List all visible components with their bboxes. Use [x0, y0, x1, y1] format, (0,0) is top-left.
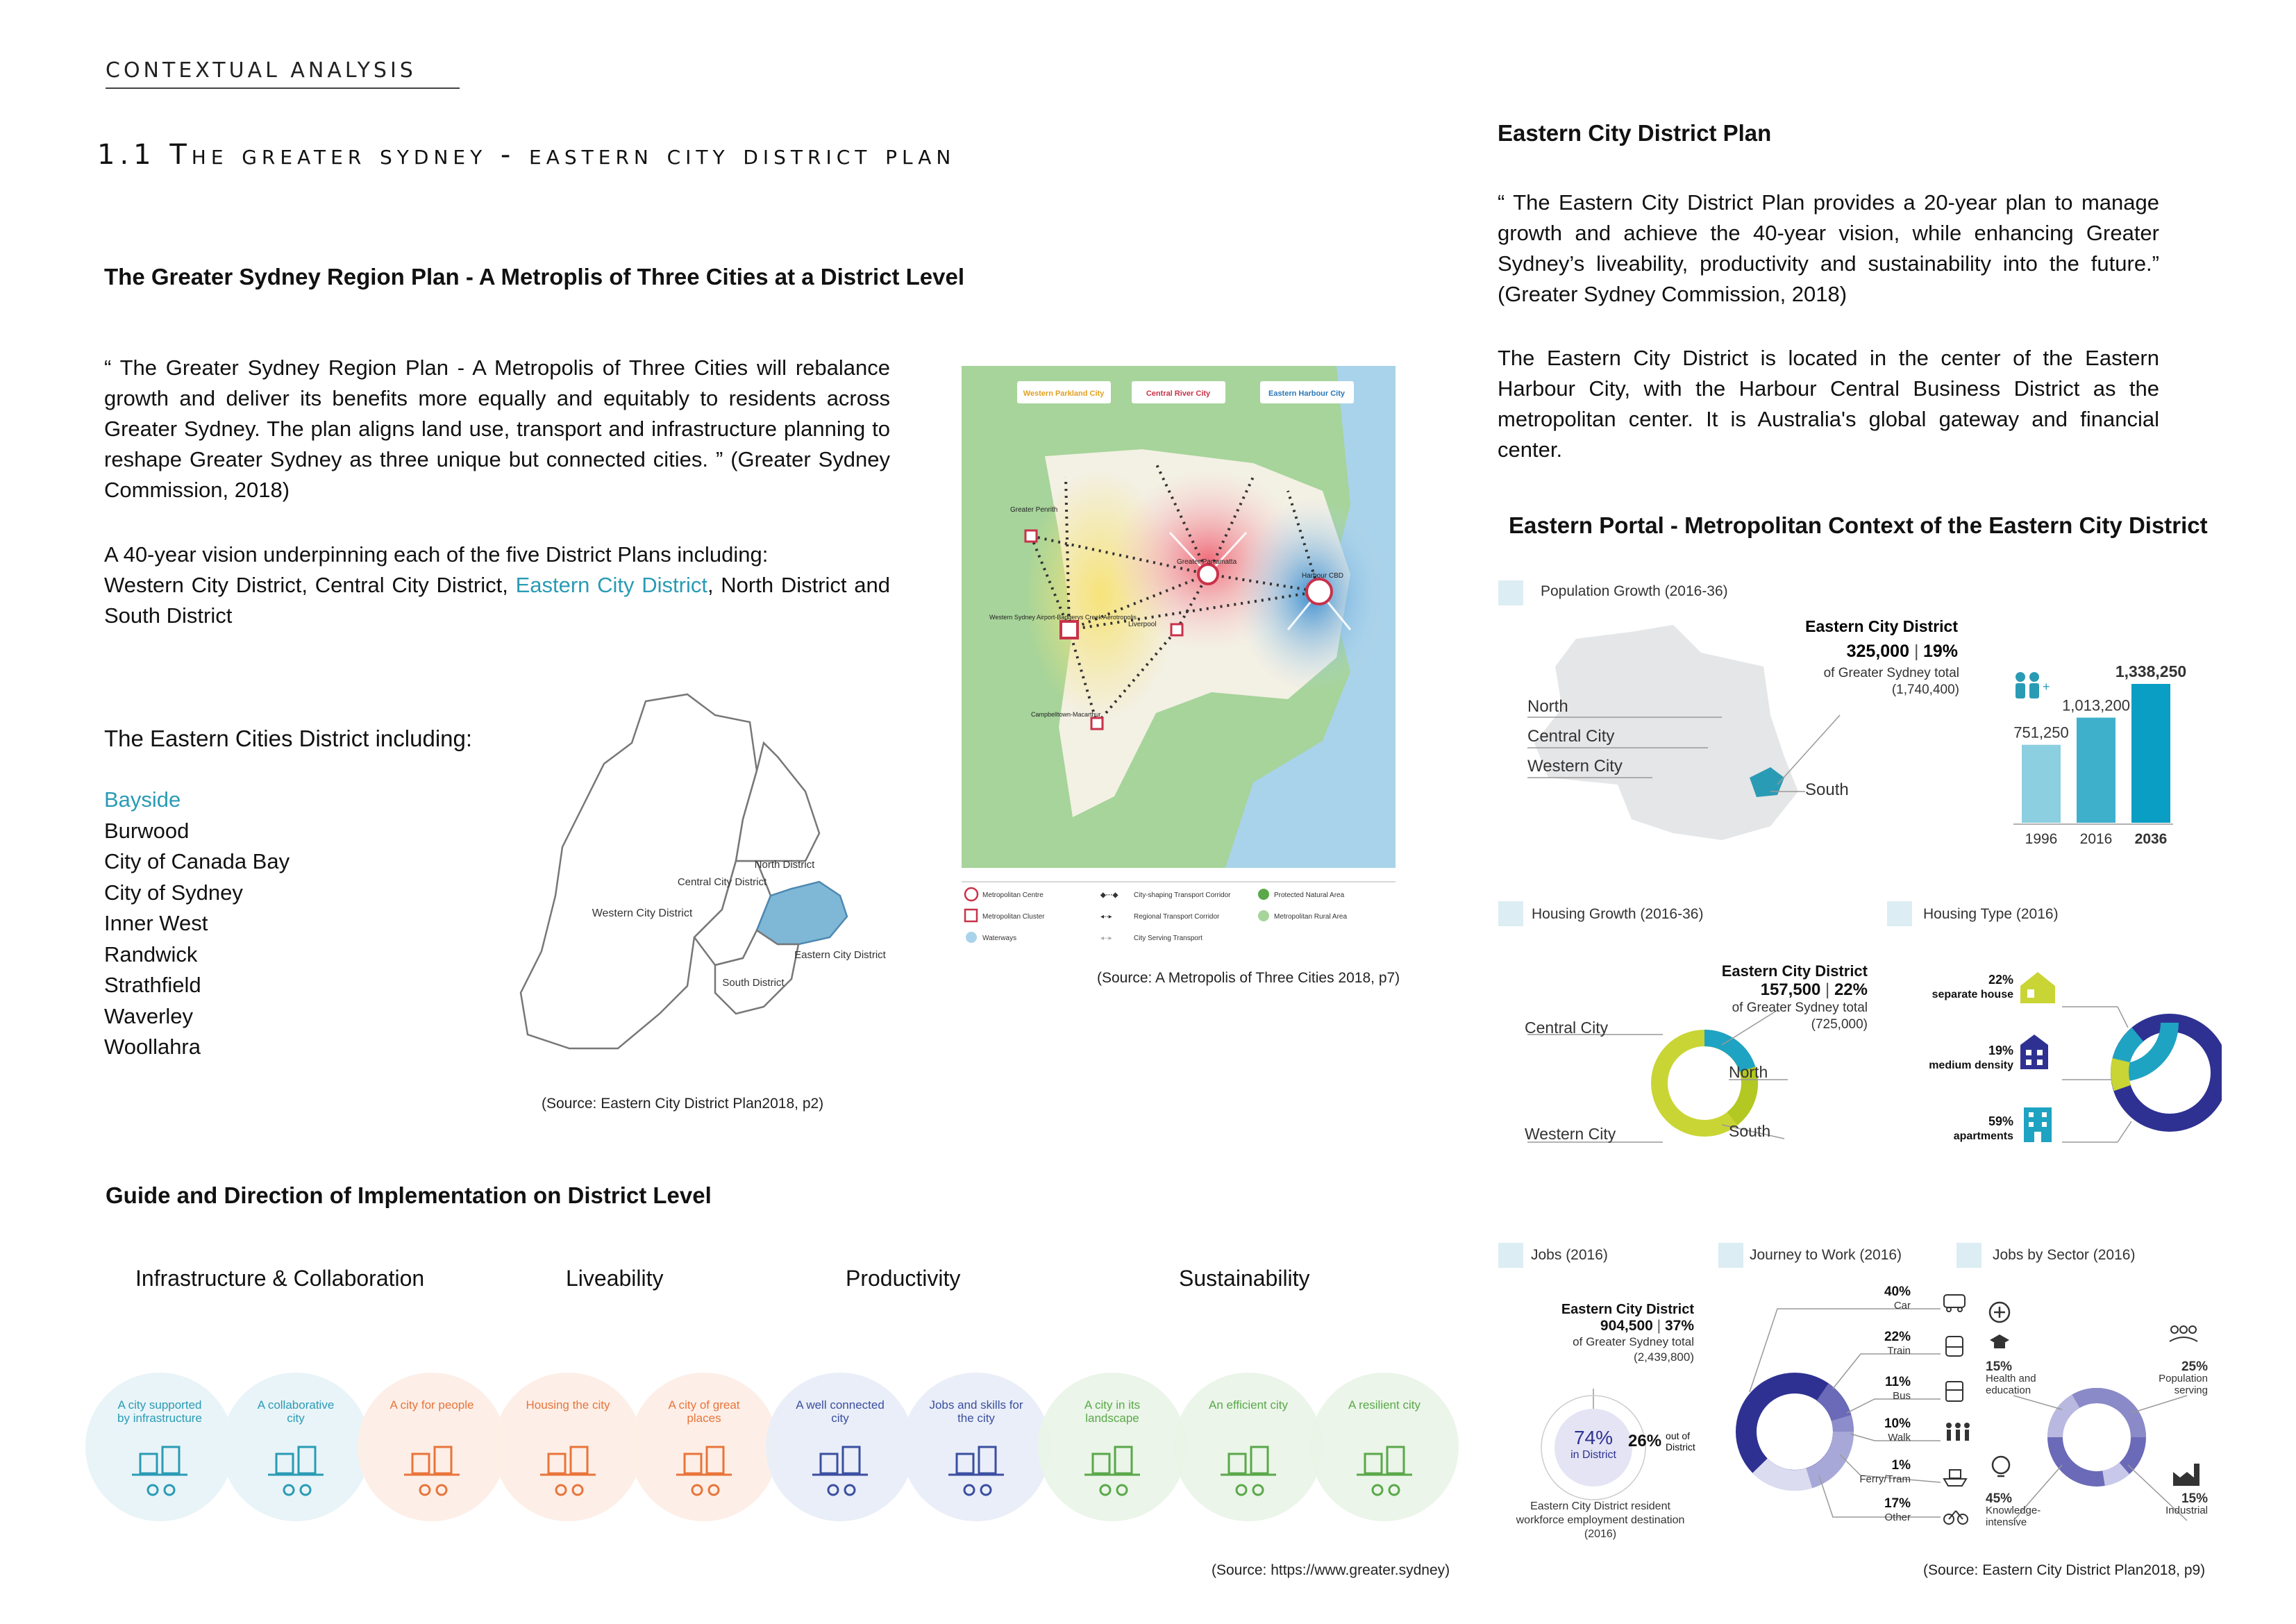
ht-medium-pct: 19%: [1988, 1044, 2013, 1057]
ht-house-pct: 22%: [1988, 973, 2013, 987]
legend-city-serving: City Serving Transport: [1134, 935, 1203, 942]
guide-circle-label: A city for people: [389, 1398, 474, 1412]
education-icon: [1990, 1334, 2009, 1348]
place-liverpool: Liverpool: [1128, 621, 1157, 628]
list-item: City of Sydney: [104, 880, 243, 905]
journey-mode: 1% Ferry/Tram: [1859, 1458, 1911, 1485]
legend-city-shaping: City-shaping Transport Corridor: [1134, 891, 1231, 899]
journey-mode: 10% Walk: [1884, 1416, 1911, 1443]
list-item: Randwick: [104, 941, 198, 966]
place-aerotropolis: Western Sydney Airport-Badgerys Creek Aerotropolis: [989, 614, 1137, 621]
list-item: Burwood: [104, 818, 190, 843]
sectors-swatch: [1956, 1243, 1981, 1268]
metropolis-map-source: (Source: A Metropolis of Three Cities 2018, p7): [1097, 970, 1400, 986]
sectors-label: Jobs by Sector (2016): [1993, 1247, 2136, 1263]
penrith-cluster-icon: [1025, 530, 1037, 542]
apartments-icon: [2024, 1107, 2052, 1142]
housing-type-swatch: [1887, 901, 1912, 926]
sector-population-pct: 25%: [2181, 1359, 2208, 1374]
guide-circle-label: A city in its landscape: [1084, 1398, 1141, 1425]
pop-note: of Greater Sydney total (1,740,400): [1823, 666, 1959, 697]
bar-value-label: 751,250: [2013, 723, 2069, 742]
medium-density-icon: [2020, 1035, 2048, 1069]
pop-value: 325,000: [1846, 642, 1909, 661]
factory-icon: [2173, 1464, 2199, 1486]
bar-value-label: 1,013,200: [2062, 696, 2130, 714]
hg-region-central: Central City: [1525, 1019, 1609, 1037]
map-label-north: North District: [754, 859, 815, 871]
jobs-in-label: in District: [1570, 1449, 1616, 1461]
portal-source: (Source: Eastern City District Plan2018, p9): [1923, 1562, 2206, 1578]
sector-knowledge-name: Knowledge-intensive: [1986, 1505, 2041, 1528]
metropolis-map-svg: [962, 366, 1396, 868]
jobs-out-district: [1628, 1430, 1707, 1453]
bar-category-label: 2016: [2079, 831, 2113, 847]
health-icon: [1990, 1303, 2009, 1322]
hg-pct: 22%: [1834, 980, 1868, 999]
aerotropolis-cluster-icon: [1061, 621, 1078, 638]
housing-type-label: Housing Type (2016): [1923, 906, 2059, 922]
sector-industrial: [2131, 1493, 2208, 1516]
eastern-district-shape: [757, 882, 847, 944]
bicycle-icon: [1944, 1511, 1968, 1524]
population-icon: [2170, 1326, 2197, 1341]
ht-house-name: separate house: [1932, 989, 2013, 1001]
tag-central-river: Central River City: [1146, 390, 1211, 398]
jobs-pct: 37%: [1664, 1318, 1694, 1334]
portal-heading: Eastern Portal - Metropolitan Context of the Eastern City District: [1509, 512, 2208, 538]
sector-population: [2131, 1361, 2208, 1396]
jobs-callout: Eastern City District 904,500 | 37% of Greater Sydney total (2,439,800): [1514, 1302, 1694, 1365]
metropolis-legend: [962, 880, 1396, 950]
parramatta-centre-icon: [1198, 564, 1218, 584]
guide-circle-label: A collaborative city: [257, 1398, 335, 1425]
district-outline-map: [514, 687, 889, 1062]
people-plus-icon: [2016, 672, 2050, 698]
jobs-note: of Greater Sydney total (2,439,800): [1573, 1335, 1694, 1364]
list-item: Strathfield: [104, 973, 201, 997]
bus-icon: [1946, 1382, 1963, 1401]
vision-line: A 40-year vision underpinning each of the five District Plans including:: [104, 542, 769, 567]
ht-apartments-pct: 59%: [1988, 1114, 2013, 1128]
svg-text:◂--▸: ◂--▸: [1100, 913, 1112, 921]
theme-sustainability: Sustainability: [1179, 1266, 1310, 1291]
district-map-source: (Source: Eastern City District Plan2018, p2): [542, 1096, 824, 1112]
hg-district-name: Eastern City District: [1721, 962, 1868, 980]
car-icon: [1944, 1295, 1965, 1312]
guide-circle: [1310, 1373, 1459, 1521]
bar-2036: [2131, 684, 2170, 823]
sector-knowledge-pct: 45%: [1986, 1491, 2013, 1506]
tag-western-parkland: Western Parkland City: [1023, 390, 1105, 398]
ht-apartments-name: apartments: [1953, 1130, 2013, 1142]
guide-circle-label: A city of great places: [668, 1398, 740, 1425]
guide-circle: [85, 1373, 234, 1521]
jobs-out-pct: 26%: [1628, 1432, 1662, 1450]
districts-text-b: , North District and South District: [104, 573, 890, 628]
journey-label: Journey to Work (2016): [1750, 1247, 1902, 1263]
guide-circle-label: A resilient city: [1348, 1398, 1421, 1412]
pop-region-south: South: [1805, 780, 1849, 799]
list-item: Waverley: [104, 1003, 194, 1028]
guide-circle: [1174, 1373, 1323, 1521]
districts-text-a: Western City District, Central City District,: [104, 573, 516, 597]
guide-circle-label: Housing the city: [526, 1398, 610, 1412]
place-parramatta: Greater Parramatta: [1177, 558, 1237, 566]
region-plan-quote: “ The Greater Sydney Region Plan - A Metropolis of Three Cities will rebalance growth and deliver its benefits more equally and equitably to residents across Greater Sydney. The plan aligns land use, transport and infrastructure planning to reshape Greater Sydney as three unique but connected cities. ” (Greater Sydney Commission, 2018): [104, 355, 890, 502]
district-plan-paragraph: The Eastern City District is located in the center of the Eastern Harbour City, with the Harbour Central Business District as the metropolitan center. It is Australia's global gateway and financial center.: [1498, 346, 2159, 462]
jobs-swatch: [1498, 1243, 1523, 1268]
guide-circles: [85, 1371, 1466, 1523]
housing-growth-callout: Eastern City District 157,500 | 22% of Greater Sydney total (725,000): [1701, 962, 1868, 1033]
guide-circle: [494, 1373, 642, 1521]
jobs-district-name: Eastern City District: [1561, 1302, 1694, 1317]
jobs-label: Jobs (2016): [1531, 1247, 1608, 1263]
theme-productivity: Productivity: [846, 1266, 961, 1291]
guide-circle-label: A well connected city: [796, 1398, 885, 1425]
theme-infrastructure: Infrastructure & Collaboration: [135, 1266, 425, 1291]
journey-mode: 22% Train: [1884, 1330, 1911, 1357]
section-label: CONTEXTUAL ANALYSIS: [106, 58, 417, 83]
journey-mode: 17% Other: [1884, 1496, 1911, 1523]
population-label: Population Growth (2016-36): [1541, 583, 1728, 599]
housing-growth-label: Housing Growth (2016-36): [1532, 906, 1704, 922]
sector-health-name: Health and education: [1986, 1373, 2036, 1396]
map-label-western: Western City District: [592, 907, 693, 919]
guide-heading: Guide and Direction of Implementation on District Level: [106, 1182, 712, 1208]
district-plan-heading: Eastern City District Plan: [1498, 120, 1772, 146]
liverpool-cluster-icon: [1171, 624, 1182, 635]
list-item-bayside[interactable]: Bayside: [104, 787, 181, 812]
sector-health: [1986, 1361, 2062, 1396]
train-icon: [1946, 1337, 1963, 1356]
guide-circle: [902, 1373, 1050, 1521]
ht-medium-name: medium density: [1929, 1060, 2013, 1071]
legend-metro-cluster: Metropolitan Cluster: [982, 913, 1045, 921]
place-campbelltown: Campbelltown-Macarthur: [1031, 711, 1101, 718]
population-map: [1493, 611, 1965, 875]
pop-region-north: North: [1527, 697, 1568, 716]
guide-circle: [630, 1373, 778, 1521]
jobs-value: 904,500: [1600, 1318, 1653, 1334]
guide-circle-label: Jobs and skills for the city: [929, 1398, 1023, 1425]
hg-region-western: Western City: [1525, 1125, 1616, 1143]
svg-text:+: +: [2043, 680, 2050, 694]
page-title: 1.1 The greater sydney - eastern city district plan: [97, 139, 956, 171]
bar-value-label: 1,338,250: [2115, 662, 2187, 680]
campbelltown-cluster-icon: [1091, 718, 1103, 729]
eastern-list-heading: The Eastern Cities District including:: [104, 726, 473, 751]
jobs-in-pct: 74%: [1573, 1427, 1614, 1448]
guide-circle: [358, 1373, 506, 1521]
sector-knowledge: [1986, 1493, 2062, 1528]
sector-population-name: Population serving: [2159, 1373, 2208, 1396]
legend-waterways: Waterways: [982, 935, 1017, 942]
bar-2016: [2077, 718, 2115, 823]
section-underline: [106, 87, 460, 89]
districts-highlight[interactable]: Eastern City District: [515, 573, 707, 597]
svg-text:◆···◆: ◆···◆: [1100, 891, 1118, 899]
legend-rural: Metropolitan Rural Area: [1274, 913, 1348, 921]
harbour-cbd-centre-icon: [1307, 579, 1332, 604]
metropolis-map: [962, 366, 1396, 868]
pop-district-name: Eastern City District: [1805, 617, 1958, 635]
map-label-south: South District: [722, 977, 785, 989]
region-plan-vision: [104, 539, 890, 631]
bar-category-label: 2036: [2134, 831, 2168, 847]
hg-region-north: North: [1729, 1063, 1768, 1081]
list-item: Woollahra: [104, 1035, 201, 1059]
sector-industrial-pct: 15%: [2181, 1491, 2208, 1506]
pop-region-central: Central City: [1527, 727, 1615, 746]
journey-mode: 40% Car: [1884, 1284, 1911, 1312]
jobs-caption: Eastern City District resident workforce employment destination (2016): [1516, 1500, 1685, 1540]
guide-circle-label: An efficient city: [1208, 1398, 1289, 1412]
tag-eastern-harbour: Eastern Harbour City: [1268, 390, 1346, 398]
sector-industrial-name: Industrial: [2165, 1505, 2208, 1516]
hg-region-south: South: [1729, 1122, 1771, 1140]
guide-circle: [766, 1373, 914, 1521]
guide-source: (Source: https://www.greater.sydney): [1212, 1562, 1450, 1578]
legend-regional: Regional Transport Corridor: [1134, 913, 1220, 921]
pop-pct: 19%: [1922, 642, 1958, 661]
map-label-eastern: Eastern City District: [794, 949, 886, 961]
pop-region-western: Western City: [1527, 757, 1623, 776]
jobs-out-label: out of District: [1666, 1430, 1695, 1453]
jobs-in-district: [1552, 1427, 1635, 1462]
population-bar-chart: [2006, 649, 2243, 857]
svg-text:|: |: [1914, 642, 1919, 661]
region-plan-heading: The Greater Sydney Region Plan - A Metroplis of Three Cities at a District Level: [104, 264, 965, 290]
journey-mode: 11% Bus: [1885, 1375, 1911, 1402]
housing-growth-swatch: [1498, 901, 1523, 926]
housing-type-labels: [1916, 972, 2013, 1144]
legend-protected: Protected Natural Area: [1274, 891, 1345, 899]
journey-swatch: [1718, 1243, 1743, 1268]
list-item: Inner West: [104, 911, 208, 935]
house-icon: [2020, 972, 2055, 1003]
walk-icon: [1946, 1423, 1970, 1441]
legend-metro-centre: Metropolitan Centre: [982, 891, 1044, 899]
place-penrith: Greater Penrith: [1010, 506, 1058, 514]
population-legend-swatch: [1498, 580, 1523, 605]
bar-category-label: 1996: [2025, 831, 2058, 847]
lightbulb-icon: [1993, 1457, 2009, 1476]
hg-value: 157,500: [1760, 980, 1821, 999]
hg-note: of Greater Sydney total (725,000): [1732, 1001, 1868, 1032]
district-list-line: [104, 570, 890, 631]
guide-circle: [221, 1373, 370, 1521]
guide-circle-label: A city supported by infrastructure: [117, 1398, 202, 1425]
theme-liveability: Liveability: [566, 1266, 664, 1291]
ferry-icon: [1944, 1470, 1966, 1486]
map-label-central: Central City District: [677, 876, 767, 888]
district-plan-quote: “ The Eastern City District Plan provides a 20-year plan to manage growth and achieve the 40-year vision, while enhancing Greater Sydney’s liveability, productivity and sustainability into the future.” (Greater Sydney Commission, 2018): [1498, 190, 2159, 306]
guide-circle: [1038, 1373, 1187, 1521]
eastern-lga-list: [104, 785, 290, 1063]
list-item: City of Canada Bay: [104, 849, 290, 873]
place-harbour-cbd: Harbour CBD: [1302, 572, 1344, 580]
bar-1996: [2022, 745, 2061, 823]
svg-text:◂--▸: ◂--▸: [1100, 935, 1112, 942]
sector-health-pct: 15%: [1986, 1359, 2013, 1374]
